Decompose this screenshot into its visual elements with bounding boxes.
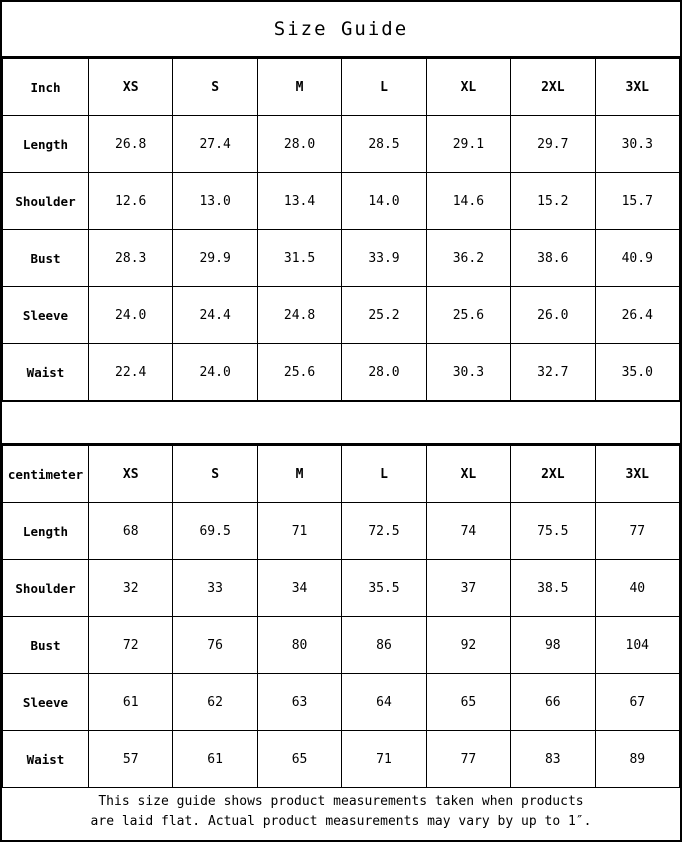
cell-bust-2xl: 38.6 [511, 230, 595, 287]
cell-sleeve-xl: 65 [426, 674, 510, 731]
cell-length-s: 69.5 [173, 503, 257, 560]
cell-sleeve-xs: 24.0 [89, 287, 173, 344]
cell-length-3xl: 77 [595, 503, 679, 560]
cell-length-xl: 29.1 [426, 116, 510, 173]
cell-bust-xl: 92 [426, 617, 510, 674]
cell-shoulder-xs: 12.6 [89, 173, 173, 230]
column-header-m: M [257, 59, 341, 116]
cell-waist-2xl: 32.7 [511, 344, 595, 401]
cell-length-2xl: 29.7 [511, 116, 595, 173]
cell-sleeve-xs: 61 [89, 674, 173, 731]
cell-length-s: 27.4 [173, 116, 257, 173]
cell-sleeve-2xl: 66 [511, 674, 595, 731]
page-title: Size Guide [273, 18, 409, 40]
row-label-sleeve: Sleeve [3, 287, 89, 344]
cell-sleeve-3xl: 26.4 [595, 287, 679, 344]
cell-waist-2xl: 83 [511, 731, 595, 788]
cell-sleeve-s: 62 [173, 674, 257, 731]
row-label-shoulder: Shoulder [3, 173, 89, 230]
row-label-waist: Waist [3, 731, 89, 788]
cell-length-2xl: 75.5 [511, 503, 595, 560]
cell-sleeve-3xl: 67 [595, 674, 679, 731]
cell-shoulder-s: 33 [173, 560, 257, 617]
cell-bust-xs: 72 [89, 617, 173, 674]
row-label-length: Length [3, 503, 89, 560]
cell-shoulder-l: 35.5 [342, 560, 426, 617]
column-header-3xl: 3XL [595, 59, 679, 116]
column-header-xl: XL [426, 446, 510, 503]
cell-shoulder-xs: 32 [89, 560, 173, 617]
table-row [3, 344, 680, 401]
cell-bust-s: 76 [173, 617, 257, 674]
page-title-bar [2, 2, 680, 58]
column-header-xs: XS [89, 446, 173, 503]
column-header-2xl: 2XL [511, 59, 595, 116]
cell-waist-m: 25.6 [257, 344, 341, 401]
cell-shoulder-s: 13.0 [173, 173, 257, 230]
cell-waist-xl: 30.3 [426, 344, 510, 401]
cell-bust-2xl: 98 [511, 617, 595, 674]
footer-note [2, 788, 680, 840]
cell-waist-l: 28.0 [342, 344, 426, 401]
unit-label-centimeter: centimeter [3, 446, 89, 503]
cell-shoulder-xl: 37 [426, 560, 510, 617]
row-label-bust: Bust [3, 230, 89, 287]
cell-length-m: 71 [257, 503, 341, 560]
column-header-l: L [342, 59, 426, 116]
cell-sleeve-xl: 25.6 [426, 287, 510, 344]
cell-length-l: 28.5 [342, 116, 426, 173]
cell-shoulder-3xl: 40 [595, 560, 679, 617]
table-row [3, 230, 680, 287]
column-header-2xl: 2XL [511, 446, 595, 503]
cell-bust-xl: 36.2 [426, 230, 510, 287]
table-header-row [3, 446, 680, 503]
cell-bust-l: 86 [342, 617, 426, 674]
table-header-row [3, 59, 680, 116]
cell-bust-3xl: 40.9 [595, 230, 679, 287]
cell-shoulder-l: 14.0 [342, 173, 426, 230]
table-row [3, 617, 680, 674]
cell-length-xs: 26.8 [89, 116, 173, 173]
unit-label-inch: Inch [3, 59, 89, 116]
cell-bust-l: 33.9 [342, 230, 426, 287]
row-label-shoulder: Shoulder [3, 560, 89, 617]
table-row [3, 173, 680, 230]
cell-waist-3xl: 35.0 [595, 344, 679, 401]
cell-waist-m: 65 [257, 731, 341, 788]
column-header-s: S [173, 446, 257, 503]
cell-sleeve-l: 25.2 [342, 287, 426, 344]
column-header-s: S [173, 59, 257, 116]
column-header-xs: XS [89, 59, 173, 116]
cell-bust-xs: 28.3 [89, 230, 173, 287]
cell-sleeve-m: 24.8 [257, 287, 341, 344]
cell-length-l: 72.5 [342, 503, 426, 560]
cell-waist-s: 24.0 [173, 344, 257, 401]
cell-shoulder-xl: 14.6 [426, 173, 510, 230]
row-label-sleeve: Sleeve [3, 674, 89, 731]
cell-sleeve-2xl: 26.0 [511, 287, 595, 344]
cell-length-3xl: 30.3 [595, 116, 679, 173]
table-row [3, 674, 680, 731]
cell-sleeve-s: 24.4 [173, 287, 257, 344]
column-header-m: M [257, 446, 341, 503]
table-row [3, 287, 680, 344]
cell-bust-3xl: 104 [595, 617, 679, 674]
column-header-l: L [342, 446, 426, 503]
cell-shoulder-2xl: 38.5 [511, 560, 595, 617]
footer-line-2: are laid flat. Actual product measurements may vary by up to 1″. [90, 814, 592, 829]
column-header-3xl: 3XL [595, 446, 679, 503]
column-header-xl: XL [426, 59, 510, 116]
cell-length-m: 28.0 [257, 116, 341, 173]
cell-waist-l: 71 [342, 731, 426, 788]
centimeter-size-table [2, 445, 680, 788]
cell-shoulder-m: 34 [257, 560, 341, 617]
table-separator [2, 401, 680, 445]
row-label-length: Length [3, 116, 89, 173]
cell-bust-m: 31.5 [257, 230, 341, 287]
cell-length-xs: 68 [89, 503, 173, 560]
cell-waist-xs: 22.4 [89, 344, 173, 401]
cell-shoulder-m: 13.4 [257, 173, 341, 230]
cell-length-xl: 74 [426, 503, 510, 560]
table-row [3, 731, 680, 788]
table-row [3, 503, 680, 560]
cell-waist-xl: 77 [426, 731, 510, 788]
cell-sleeve-m: 63 [257, 674, 341, 731]
footer-line-1: This size guide shows product measurements taken when products [98, 794, 584, 809]
cell-waist-s: 61 [173, 731, 257, 788]
cell-bust-m: 80 [257, 617, 341, 674]
cell-shoulder-3xl: 15.7 [595, 173, 679, 230]
table-row [3, 560, 680, 617]
cell-bust-s: 29.9 [173, 230, 257, 287]
row-label-waist: Waist [3, 344, 89, 401]
inch-size-table [2, 58, 680, 401]
cell-shoulder-2xl: 15.2 [511, 173, 595, 230]
cell-sleeve-l: 64 [342, 674, 426, 731]
table-row [3, 116, 680, 173]
cell-waist-3xl: 89 [595, 731, 679, 788]
row-label-bust: Bust [3, 617, 89, 674]
cell-waist-xs: 57 [89, 731, 173, 788]
